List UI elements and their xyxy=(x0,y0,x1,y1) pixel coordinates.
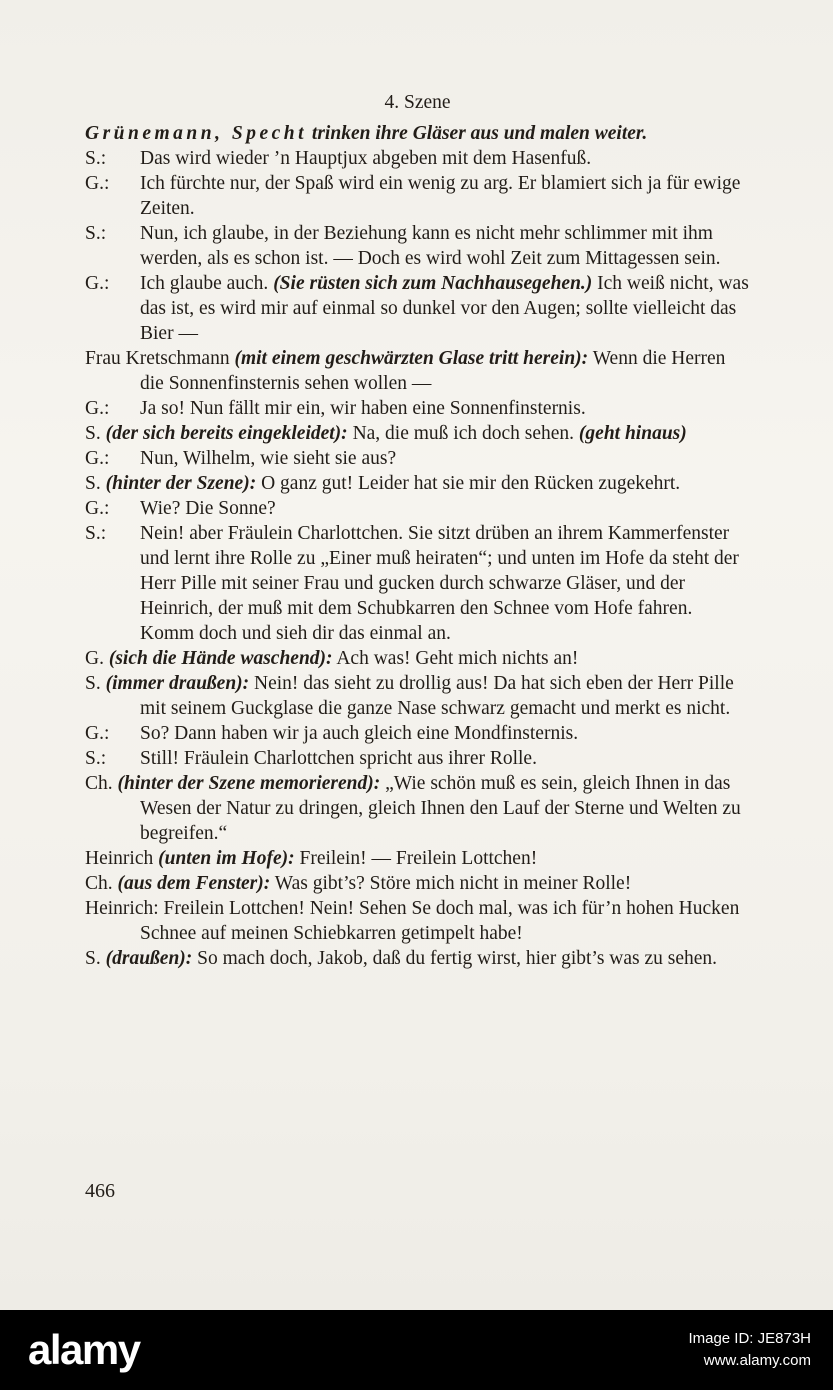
speaker-label: G.: xyxy=(85,273,110,294)
text-segment: So mach doch, Jakob, daß du fertig wirst, hier gibt’s was zu sehen. xyxy=(192,948,718,969)
dialogue-entry xyxy=(85,346,750,396)
text-segment: Ch. xyxy=(85,773,118,794)
text-segment: Grünemann, Specht xyxy=(85,123,308,144)
dialogue-entry xyxy=(85,496,750,521)
speaker-label: G.: xyxy=(85,448,110,469)
dialogue-entry xyxy=(85,771,750,846)
watermark-bar xyxy=(0,1310,833,1390)
dialogue-entry xyxy=(85,671,750,721)
text-segment: S. xyxy=(85,948,106,969)
text-segment: Ja so! Nun fällt mir ein, wir haben eine Sonnenfinsternis. xyxy=(140,398,586,419)
text-segment: (hinter der Szene): xyxy=(105,473,257,494)
dialogue xyxy=(85,121,750,971)
text-segment: Frau Kretschmann xyxy=(85,348,235,369)
text-segment: G. xyxy=(85,648,109,669)
speaker-label: G.: xyxy=(85,498,110,519)
text-segment: Heinrich: Freilein Lottchen! Nein! Sehen Se doch mal, was ich für’n hohen Hucken Schnee auf meinen Schiebkarren getimpelt habe! xyxy=(85,898,740,944)
text-segment: Ich fürchte nur, der Spaß wird ein wenig zu arg. Er blamiert sich ja für ewige Zeiten. xyxy=(140,173,741,219)
dialogue-entry xyxy=(85,846,750,871)
text-segment: Nun, ich glaube, in der Beziehung kann es nicht mehr schlimmer mit ihm werden, als es schon ist. — Doch es wird wohl Zeit zum Mittagessen sein. xyxy=(140,223,721,269)
dialogue-entry xyxy=(85,421,750,446)
text-segment: S. xyxy=(85,423,106,444)
dialogue-entry xyxy=(85,271,750,346)
speaker-label: S.: xyxy=(85,748,107,769)
dialogue-entry xyxy=(85,946,750,971)
text-segment: (aus dem Fenster): xyxy=(117,873,271,894)
dialogue-entry xyxy=(85,871,750,896)
text-segment: Wie? Die Sonne? xyxy=(140,498,276,519)
text-segment: Nein! aber Fräulein Charlottchen. Sie sitzt drüben an ihrem Kammerfenster und lernt ihre Rolle zu „Einer muß heiraten“; und unten im Hofe da steht der Herr Pille mit seiner Frau und gucken durch schwarze Gläser, und der Heinrich, der muß mit dem Schubkarren den Schnee vom Hofe fahren. Komm doch und sieh dir das einmal an. xyxy=(140,523,739,644)
dialogue-entry xyxy=(85,396,750,421)
text-segment: „Wie schön muß es sein, gleich Ihnen in das Wesen der Natur zu dringen, gleich Ihnen den Lauf der Sterne und Welten zu begreifen.“ xyxy=(140,773,741,844)
dialogue-entry xyxy=(85,446,750,471)
text-segment: Ch. xyxy=(85,873,118,894)
text-segment: Das wird wieder ’n Hauptjux abgeben mit dem Hasenfuß. xyxy=(140,148,592,169)
text-segment: S. xyxy=(85,673,106,694)
scene-heading: 4. Szene xyxy=(384,92,451,113)
watermark-url: www.alamy.com xyxy=(703,1352,811,1369)
text-segment: Nun, Wilhelm, wie sieht sie aus? xyxy=(140,448,397,469)
speaker-label: S.: xyxy=(85,523,107,544)
speaker-label: G.: xyxy=(85,723,110,744)
text-segment: Ich weiß nicht, was das ist, es wird mir auf einmal so dunkel vor den Augen; sollte vielleicht das Bier — xyxy=(140,273,749,344)
text-segment: (draußen): xyxy=(105,948,193,969)
text-segment: trinken ihre Gläser aus und malen weiter. xyxy=(307,123,648,144)
text-segment: Na, die muß ich doch sehen. xyxy=(347,423,579,444)
text-segment: (mit einem geschwärzten Glase tritt herein): xyxy=(234,348,589,369)
text-segment: (sich die Hände waschend): xyxy=(108,648,333,669)
text-segment: Ich glaube auch. xyxy=(140,273,274,294)
text-segment: (hinter der Szene memorierend): xyxy=(117,773,381,794)
dialogue-entry xyxy=(85,221,750,271)
text-segment: Nein! das sieht zu drollig aus! Da hat sich eben der Herr Pille mit seinem Guckglase die ganze Nase schwarz gemacht und merkt es nicht. xyxy=(140,673,734,719)
text-segment: (der sich bereits eingekleidet): xyxy=(105,423,348,444)
text-segment: O ganz gut! Leider hat sie mir den Rücken zugekehrt. xyxy=(256,473,681,494)
dialogue-entry xyxy=(85,896,750,946)
text-segment: (unten im Hofe): xyxy=(158,848,295,869)
text-segment: Still! Fräulein Charlottchen spricht aus ihrer Rolle. xyxy=(140,748,537,769)
speaker-label: S.: xyxy=(85,223,107,244)
text-segment: (immer draußen): xyxy=(105,673,250,694)
text-segment: Freilein! — Freilein Lottchen! xyxy=(294,848,538,869)
text-segment: Heinrich xyxy=(85,848,159,869)
text-segment: Was gibt’s? Störe mich nicht in meiner Rolle! xyxy=(270,873,632,894)
speaker-label: G.: xyxy=(85,173,110,194)
dialogue-entry xyxy=(85,521,750,646)
speaker-label: G.: xyxy=(85,398,110,419)
dialogue-entry xyxy=(85,746,750,771)
text-segment: Wenn die Herren die Sonnenfinsternis sehen wollen — xyxy=(140,348,726,394)
page-text-block xyxy=(85,90,750,971)
text-segment: S. xyxy=(85,473,106,494)
text-segment: Ach was! Geht mich nichts an! xyxy=(332,648,579,669)
text-segment: (Sie rüsten sich zum Nachhausegehen.) xyxy=(273,273,593,294)
alamy-logo: alamy xyxy=(28,1326,140,1373)
dialogue-entry xyxy=(85,146,750,171)
dialogue-entry xyxy=(85,646,750,671)
image-id-text: Image ID: JE873H xyxy=(688,1330,811,1347)
text-segment: So? Dann haben wir ja auch gleich eine Mondfinsternis. xyxy=(140,723,579,744)
dialogue-entry xyxy=(85,721,750,746)
watermark-meta xyxy=(688,1328,811,1372)
speaker-label: S.: xyxy=(85,148,107,169)
text-segment: (geht hinaus) xyxy=(578,423,687,444)
dialogue-entry xyxy=(85,171,750,221)
stage-direction-heading xyxy=(85,121,750,146)
page-number: 466 xyxy=(85,1180,115,1202)
dialogue-entry xyxy=(85,471,750,496)
